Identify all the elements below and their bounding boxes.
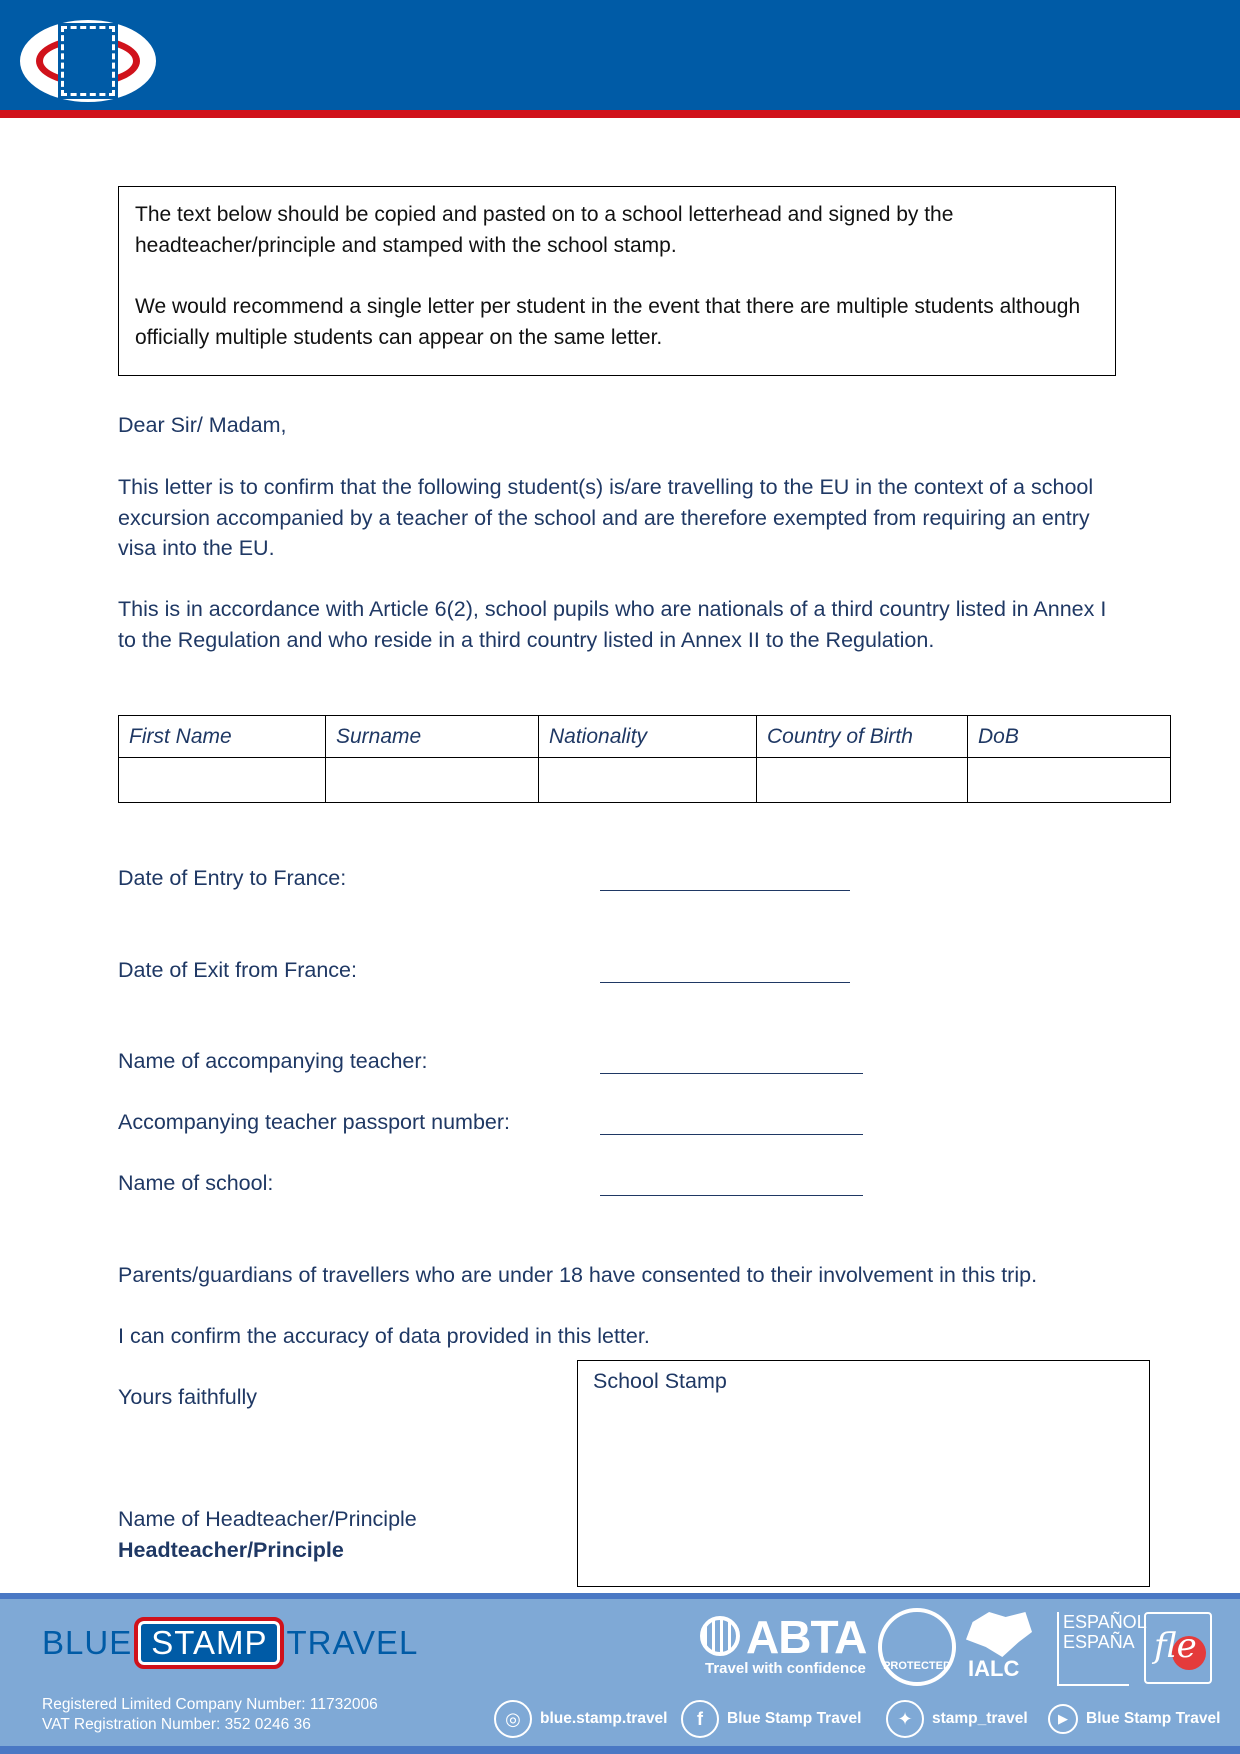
twitter-link[interactable] xyxy=(886,1700,1028,1738)
instagram-link[interactable] xyxy=(494,1700,668,1738)
table-cell[interactable] xyxy=(757,758,968,803)
vat-number: VAT Registration Number: 352 0246 36 xyxy=(42,1716,311,1733)
atol-badge xyxy=(878,1608,956,1686)
footer-brand-logo xyxy=(42,1615,418,1671)
instruction-paragraph-2: We would recommend a single letter per student in the event that there are multiple students although officially multiple students can appear on the same letter. xyxy=(135,295,1081,349)
teacher-passport-label: Accompanying teacher passport number: xyxy=(118,1110,510,1134)
signatory-title: Headteacher/Principle xyxy=(118,1538,344,1562)
espana-text: ESPAÑA xyxy=(1063,1632,1135,1652)
exit-date-label: Date of Exit from France: xyxy=(118,958,357,982)
brand-word-travel: TRAVEL xyxy=(286,1624,419,1661)
fle-logo xyxy=(1144,1612,1212,1684)
instagram-icon: ◎ xyxy=(494,1700,532,1738)
table-header-nationality: Nationality xyxy=(539,716,757,758)
school-name-field[interactable] xyxy=(600,1195,863,1196)
table-header-first-name: First Name xyxy=(119,716,326,758)
abta-tagline: Travel with confidence xyxy=(705,1660,866,1677)
school-name-label: Name of school: xyxy=(118,1171,274,1195)
teacher-name-label: Name of accompanying teacher: xyxy=(118,1049,428,1073)
exit-date-field[interactable] xyxy=(600,982,850,983)
abta-globe-icon xyxy=(700,1616,740,1656)
instruction-box xyxy=(118,186,1116,376)
entry-date-field[interactable] xyxy=(600,890,850,891)
logo-stamp-icon xyxy=(61,26,115,96)
header-bar xyxy=(0,0,1240,110)
espanol-text: ESPAÑOL xyxy=(1063,1612,1147,1632)
world-map-icon xyxy=(966,1612,1032,1662)
table-row xyxy=(119,758,1171,803)
entry-date-label: Date of Entry to France: xyxy=(118,866,347,890)
ialc-logo xyxy=(966,1612,1038,1687)
table-header-surname: Surname xyxy=(326,716,539,758)
youtube-link[interactable] xyxy=(1048,1700,1220,1738)
table-header-row xyxy=(119,716,1171,758)
table-cell[interactable] xyxy=(968,758,1171,803)
twitter-icon: ✦ xyxy=(886,1700,924,1738)
youtube-handle: Blue Stamp Travel xyxy=(1086,1710,1221,1727)
brand-word-blue: BLUE xyxy=(42,1624,133,1661)
letter-paragraph-1: This letter is to confirm that the following student(s) is/are travelling to the EU in the context of a school excursion accompanied by a teacher of the school and are therefore exempted from requiring an entry visa into the EU. xyxy=(118,475,1094,560)
consent-statement: Parents/guardians of travellers who are under 18 have consented to their involvement in this trip. xyxy=(118,1263,1038,1287)
facebook-icon: f xyxy=(681,1700,719,1738)
facebook-link[interactable] xyxy=(681,1700,861,1738)
espanol-espana-logo xyxy=(1057,1612,1147,1686)
company-number: Registered Limited Company Number: 11732006 xyxy=(42,1696,378,1713)
atol-text: PROTECTED xyxy=(883,1660,951,1672)
teacher-passport-field[interactable] xyxy=(600,1134,863,1135)
fle-text: fle xyxy=(1154,1626,1197,1666)
table-cell[interactable] xyxy=(119,758,326,803)
salutation: Dear Sir/ Madam, xyxy=(118,413,287,437)
teacher-name-field[interactable] xyxy=(600,1073,863,1074)
header-accent-stripe xyxy=(0,110,1240,118)
facebook-handle: Blue Stamp Travel xyxy=(727,1710,862,1727)
abta-logo: ABTA xyxy=(746,1611,867,1663)
closing: Yours faithfully xyxy=(118,1385,258,1409)
footer-bottom-stripe xyxy=(0,1746,1240,1754)
confirm-statement: I can confirm the accuracy of data provided in this letter. xyxy=(118,1324,650,1348)
table-header-dob: DoB xyxy=(968,716,1171,758)
table-cell[interactable] xyxy=(539,758,757,803)
twitter-handle: stamp_travel xyxy=(932,1710,1028,1727)
student-table xyxy=(118,715,1171,803)
youtube-icon: ▶ xyxy=(1048,1704,1078,1734)
table-header-country-of-birth: Country of Birth xyxy=(757,716,968,758)
brand-word-stamp: STAMP xyxy=(138,1621,280,1665)
table-cell[interactable] xyxy=(326,758,539,803)
school-stamp-box xyxy=(577,1360,1150,1587)
instruction-paragraph-1: The text below should be copied and pasted on to a school letterhead and signed by the headteacher/principle and stamped with the school stamp. xyxy=(135,203,954,257)
letter-paragraph-2: This is in accordance with Article 6(2), school pupils who are nationals of a third country listed in Annex I to the Regulation and who reside in a third country listed in Annex II to the Regulation. xyxy=(118,597,1107,652)
stamp-label: School Stamp xyxy=(593,1369,727,1393)
signatory-name: Name of Headteacher/Principle xyxy=(118,1507,417,1531)
instagram-handle: blue.stamp.travel xyxy=(540,1710,668,1727)
ialc-text: IALC xyxy=(968,1656,1020,1681)
